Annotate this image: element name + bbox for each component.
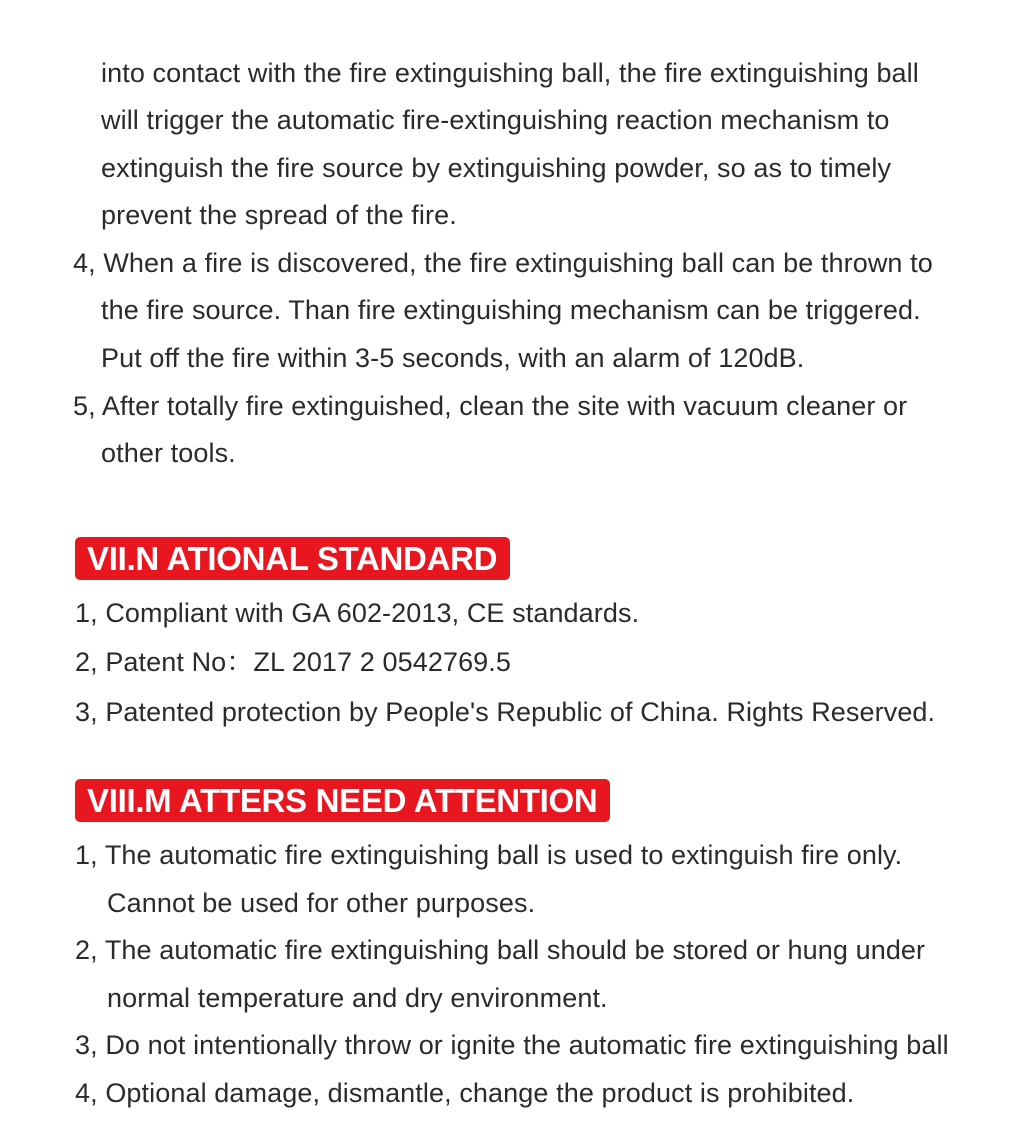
text-line: normal temperature and dry environment. (107, 983, 608, 1013)
text-line: extinguish the fire source by extinguishing powder, so as to timely (101, 153, 892, 183)
text-line: into contact with the fire extinguishing ball, the fire extinguishing ball (101, 58, 919, 88)
section-heading-matters-need-attention: VIII.M ATTERS NEED ATTENTION (75, 779, 610, 822)
text-line: the fire source. Than fire extinguishing mechanism can be triggered. (101, 295, 921, 325)
list-item: 3, Do not intentionally throw or ignite the automatic fire extinguishing ball (75, 1030, 949, 1060)
section-heading-national-standard: VII.N ATIONAL STANDARD (75, 537, 510, 580)
list-item: 2, Patent No：ZL 2017 2 0542769.5 (75, 647, 512, 677)
list-item: 5, After totally fire extinguished, clean the site with vacuum cleaner or (73, 391, 908, 421)
text-line: other tools. (101, 438, 236, 468)
list-item: 4, When a fire is discovered, the fire extinguishing ball can be thrown to (73, 248, 933, 278)
list-item: 3, Patented protection by People's Republic of China. Rights Reserved. (75, 697, 936, 727)
list-item: 4, Optional damage, dismantle, change the product is prohibited. (75, 1078, 855, 1108)
list-item: 1, Compliant with GA 602-2013, CE standards. (75, 598, 640, 628)
text-line: Cannot be used for other purposes. (107, 888, 536, 918)
text-line: Put off the fire within 3-5 seconds, with an alarm of 120dB. (101, 343, 805, 373)
text-line: will trigger the automatic fire-extinguishing reaction mechanism to (101, 105, 890, 135)
text-line: prevent the spread of the fire. (101, 200, 457, 230)
list-item: 1, The automatic fire extinguishing ball is used to extinguish fire only. (75, 840, 903, 870)
list-item: 2, The automatic fire extinguishing ball should be stored or hung under (75, 935, 926, 965)
